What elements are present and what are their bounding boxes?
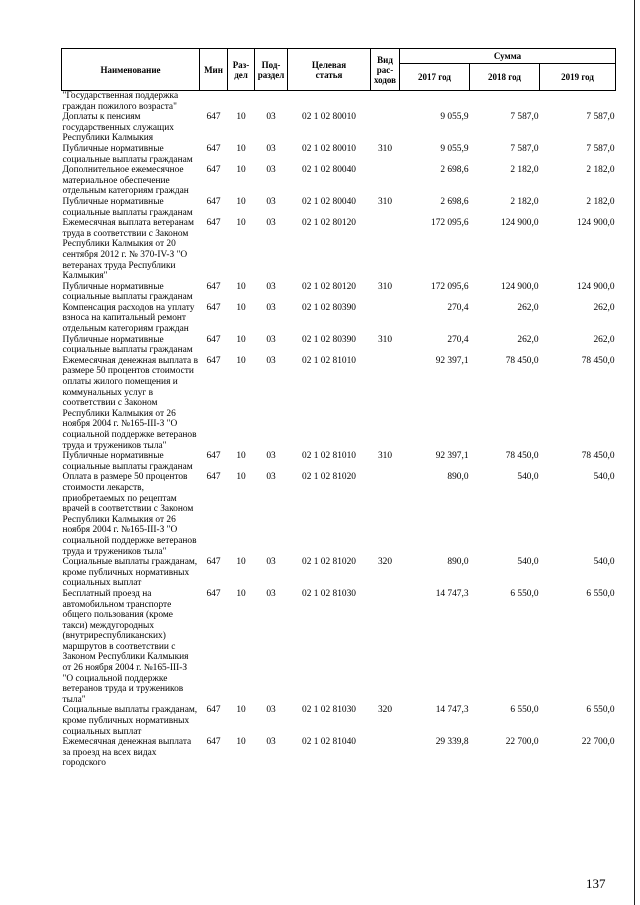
row-name: Публичные нормативные социальные выплаты гражданам — [62, 334, 193, 356]
row-sum-2017: 92 397,1 — [435, 451, 469, 462]
row-sum-2019: 540,0 — [593, 557, 615, 568]
row-section: 10 — [236, 705, 246, 716]
row-ministry — [200, 91, 228, 113]
row-subsection: 03 — [266, 165, 276, 176]
row-sum-2017: 890,0 — [447, 557, 469, 568]
row-expense-type: 310 — [377, 334, 393, 345]
row-ministry: 647 — [206, 355, 221, 366]
row-ministry: 647 — [206, 557, 221, 568]
table-row — [62, 165, 616, 197]
row-expense-type — [371, 303, 400, 335]
row-name: Публичные нормативные социальные выплаты гражданам — [62, 143, 193, 165]
row-section: 10 — [236, 196, 246, 207]
row-target-article: 02 1 02 80040 — [302, 196, 356, 207]
row-expense-type — [371, 91, 400, 113]
row-sum-2017: 9 055,9 — [440, 112, 469, 123]
row-sum-2017: 2 698,6 — [440, 165, 469, 176]
row-name: Социальные выплаты гражданам, кроме публичных нормативных социальных выплат — [62, 557, 198, 589]
row-sum-2019 — [540, 91, 616, 113]
row-ministry: 647 — [206, 112, 221, 123]
table-row — [62, 589, 616, 706]
table-row — [62, 705, 616, 737]
row-target-article: 02 1 02 80120 — [302, 218, 356, 229]
row-sum-2017: 2 698,6 — [440, 196, 469, 207]
row-subsection: 03 — [266, 302, 276, 313]
row-sum-2017: 890,0 — [447, 472, 469, 483]
row-sum-2019: 2 182,0 — [586, 165, 615, 176]
row-target-article: 02 1 02 81040 — [302, 737, 356, 748]
row-sum-2017: 14 747,3 — [435, 588, 469, 599]
row-section: 10 — [236, 143, 246, 154]
row-name: Бесплатный проезд на автомобильном транспорте общего пользования (кроме такси) междугородных (внутриреспубликанских) маршрутов в соответствии с Законом Республики Калмыкия от 26 ноября 2004 г. №165-III-З "О социальной поддержке ветеранов труда и тружеников тыла" — [62, 588, 189, 705]
row-sum-2019: 262,0 — [593, 334, 615, 345]
table-row — [62, 451, 616, 472]
page-number: 137 — [586, 876, 606, 891]
row-sum-2018: 22 700,0 — [505, 737, 539, 748]
row-sum-2019: 7 587,0 — [586, 143, 615, 154]
row-sum-2019: 6 550,0 — [586, 705, 615, 716]
row-ministry: 647 — [206, 334, 221, 345]
row-ministry: 647 — [206, 588, 221, 599]
row-sum-2019: 262,0 — [593, 302, 615, 313]
row-sum-2019: 2 182,0 — [586, 196, 615, 207]
row-target-article: 02 1 02 80390 — [302, 302, 356, 313]
row-section — [228, 91, 255, 113]
header-expense-type: Вид рас- ходов — [371, 49, 400, 91]
row-name: Публичные нормативные социальные выплаты гражданам — [62, 196, 193, 218]
row-sum-2017: 14 747,3 — [435, 705, 469, 716]
row-sum-2019: 22 700,0 — [581, 737, 615, 748]
row-name: Дополнительное ежемесячное материальное обеспечение отдельным категориям граждан — [62, 165, 189, 197]
row-expense-type: 310 — [377, 196, 393, 207]
row-section: 10 — [236, 472, 246, 483]
row-expense-type — [371, 589, 400, 706]
row-expense-type — [371, 112, 400, 144]
row-ministry: 647 — [206, 705, 221, 716]
row-sum-2018: 540,0 — [517, 472, 539, 483]
row-target-article: 02 1 02 80390 — [302, 334, 356, 345]
row-ministry: 647 — [206, 451, 221, 462]
row-sum-2019: 540,0 — [593, 472, 615, 483]
row-expense-type: 320 — [377, 557, 393, 568]
row-target-article: 02 1 02 80010 — [302, 112, 356, 123]
header-2018: 2018 год — [470, 64, 540, 91]
row-expense-type — [371, 356, 400, 451]
row-sum-2018: 124 900,0 — [501, 281, 539, 292]
row-sum-2018: 262,0 — [517, 302, 539, 313]
table-row — [62, 557, 616, 589]
row-sum-2018: 540,0 — [517, 557, 539, 568]
row-sum-2018: 7 587,0 — [510, 143, 539, 154]
row-expense-type — [371, 218, 400, 282]
row-subsection: 03 — [266, 588, 276, 599]
row-sum-2017 — [400, 91, 470, 113]
table-row — [62, 472, 616, 557]
row-sum-2019: 124 900,0 — [577, 218, 615, 229]
row-subsection: 03 — [266, 218, 276, 229]
row-name: Социальные выплаты гражданам, кроме публичных нормативных социальных выплат — [62, 705, 198, 737]
row-sum-2017: 92 397,1 — [435, 355, 469, 366]
row-subsection: 03 — [266, 451, 276, 462]
row-section: 10 — [236, 737, 246, 748]
row-ministry: 647 — [206, 196, 221, 207]
row-subsection: 03 — [266, 355, 276, 366]
row-name: Публичные нормативные социальные выплаты гражданам — [62, 451, 193, 472]
row-subsection: 03 — [266, 472, 276, 483]
row-sum-2017: 270,4 — [447, 334, 469, 345]
table-row — [62, 335, 616, 356]
row-name: Компенсация расходов на уплату взноса на капитальный ремонт отдельным категориям граждан — [62, 302, 195, 335]
row-sum-2018: 124 900,0 — [501, 218, 539, 229]
row-target-article: 02 1 02 81030 — [302, 588, 356, 599]
row-name: Доплаты к пенсиям государственных служащих Республики Калмыкия — [62, 112, 174, 144]
row-sum-2017: 172 095,6 — [431, 281, 469, 292]
table-row — [62, 218, 616, 282]
row-target-article: 02 1 02 81020 — [302, 472, 356, 483]
row-sum-2018: 2 182,0 — [510, 165, 539, 176]
table-row — [62, 737, 616, 769]
row-subsection: 03 — [266, 334, 276, 345]
row-sum-2018: 78 450,0 — [505, 355, 539, 366]
header-2019: 2019 год — [540, 64, 616, 91]
row-target-article: 02 1 02 80010 — [302, 143, 356, 154]
row-target-article: 02 1 02 80120 — [302, 281, 356, 292]
row-sum-2018: 2 182,0 — [510, 196, 539, 207]
row-sum-2017: 270,4 — [447, 302, 469, 313]
row-subsection: 03 — [266, 705, 276, 716]
header-min: Мин — [200, 49, 228, 91]
header-razdel: Раз- дел — [228, 49, 255, 91]
row-sum-2018: 6 550,0 — [510, 705, 539, 716]
row-name: Ежемесячная денежная выплата в размере 50 процентов стоимости оплаты жилого помещения и коммунальных услуг в соответствии с Законом Республики Калмыкия от 26 ноября 2004 г. №165-III-З "О социальной поддержке ветеранов труда и тружеников тыла" — [62, 355, 198, 451]
header-name: Наименование — [62, 49, 200, 91]
table-body — [62, 91, 616, 770]
row-expense-type — [371, 472, 400, 557]
row-target-article: 02 1 02 80040 — [302, 165, 356, 176]
row-target-article: 02 1 02 81010 — [302, 355, 356, 366]
table-row — [62, 112, 616, 144]
row-section: 10 — [236, 112, 246, 123]
row-section: 10 — [236, 218, 246, 229]
row-subsection: 03 — [266, 557, 276, 568]
row-ministry: 647 — [206, 143, 221, 154]
row-ministry: 647 — [206, 472, 221, 483]
row-ministry: 647 — [206, 737, 221, 748]
row-ministry: 647 — [206, 218, 221, 229]
row-target-article: 02 1 02 81010 — [302, 451, 356, 462]
row-subsection: 03 — [266, 281, 276, 292]
row-target-article: 02 1 02 81030 — [302, 705, 356, 716]
table-row — [62, 91, 616, 113]
row-ministry: 647 — [206, 165, 221, 176]
row-sum-2018: 6 550,0 — [510, 588, 539, 599]
row-subsection: 03 — [266, 112, 276, 123]
row-name: "Государственная поддержка граждан пожилого возраста" — [62, 91, 179, 112]
row-sum-2018: 262,0 — [517, 334, 539, 345]
row-expense-type: 310 — [377, 451, 393, 462]
row-section: 10 — [236, 588, 246, 599]
table-header — [62, 49, 616, 91]
row-ministry: 647 — [206, 281, 221, 292]
row-section: 10 — [236, 165, 246, 176]
header-target-article: Целевая статья — [288, 49, 371, 91]
row-name: Ежемесячная выплата ветеранам труда в соответствии с Законом Республики Калмыкия от 20 сентября 2012 г. № 370-IV-З "О ветеранах труда Республики Калмыкия" — [62, 218, 194, 282]
row-subsection: 03 — [266, 196, 276, 207]
row-expense-type — [371, 165, 400, 197]
row-expense-type: 310 — [377, 281, 393, 292]
row-subsection: 03 — [266, 737, 276, 748]
row-sum-2017: 29 339,8 — [435, 737, 469, 748]
page-edge-line — [634, 0, 635, 905]
header-sum: Сумма — [400, 49, 616, 64]
row-section: 10 — [236, 451, 246, 462]
row-sum-2017: 9 055,9 — [440, 143, 469, 154]
table-row — [62, 144, 616, 165]
row-sum-2019: 78 450,0 — [581, 451, 615, 462]
row-name: Публичные нормативные социальные выплаты гражданам — [62, 281, 193, 303]
row-sum-2018: 7 587,0 — [510, 112, 539, 123]
row-subsection — [255, 91, 288, 113]
row-ministry: 647 — [206, 302, 221, 313]
table-row — [62, 197, 616, 218]
row-section: 10 — [236, 557, 246, 568]
row-expense-type — [371, 737, 400, 769]
row-sum-2018 — [470, 91, 540, 113]
row-expense-type: 320 — [377, 705, 393, 716]
row-name: Ежемесячная денежная выплата за проезд на всех видах городского — [62, 737, 192, 769]
row-name: Оплата в размере 50 процентов стоимости лекарств, приобретаемых по рецептам врачей в соответствии с Законом Республики Калмыкия от 26 ноября 2004 г. №165-III-З "О социальной поддержке ветеранов труда и тружеников тыла" — [62, 472, 197, 557]
budget-table — [61, 48, 616, 769]
row-section: 10 — [236, 302, 246, 313]
row-section: 10 — [236, 355, 246, 366]
table-row — [62, 356, 616, 451]
row-subsection: 03 — [266, 143, 276, 154]
row-sum-2019: 78 450,0 — [581, 355, 615, 366]
row-section: 10 — [236, 334, 246, 345]
row-sum-2019: 7 587,0 — [586, 112, 615, 123]
table-row — [62, 303, 616, 335]
row-sum-2019: 124 900,0 — [577, 281, 615, 292]
row-sum-2018: 78 450,0 — [505, 451, 539, 462]
header-podrazdel: Под- раздел — [255, 49, 288, 91]
row-section: 10 — [236, 281, 246, 292]
row-sum-2019: 6 550,0 — [586, 588, 615, 599]
row-target-article: 02 1 02 81020 — [302, 557, 356, 568]
row-target-article — [288, 91, 371, 113]
row-sum-2017: 172 095,6 — [431, 218, 469, 229]
table-row — [62, 282, 616, 303]
row-expense-type: 310 — [377, 143, 393, 154]
header-2017: 2017 год — [400, 64, 470, 91]
